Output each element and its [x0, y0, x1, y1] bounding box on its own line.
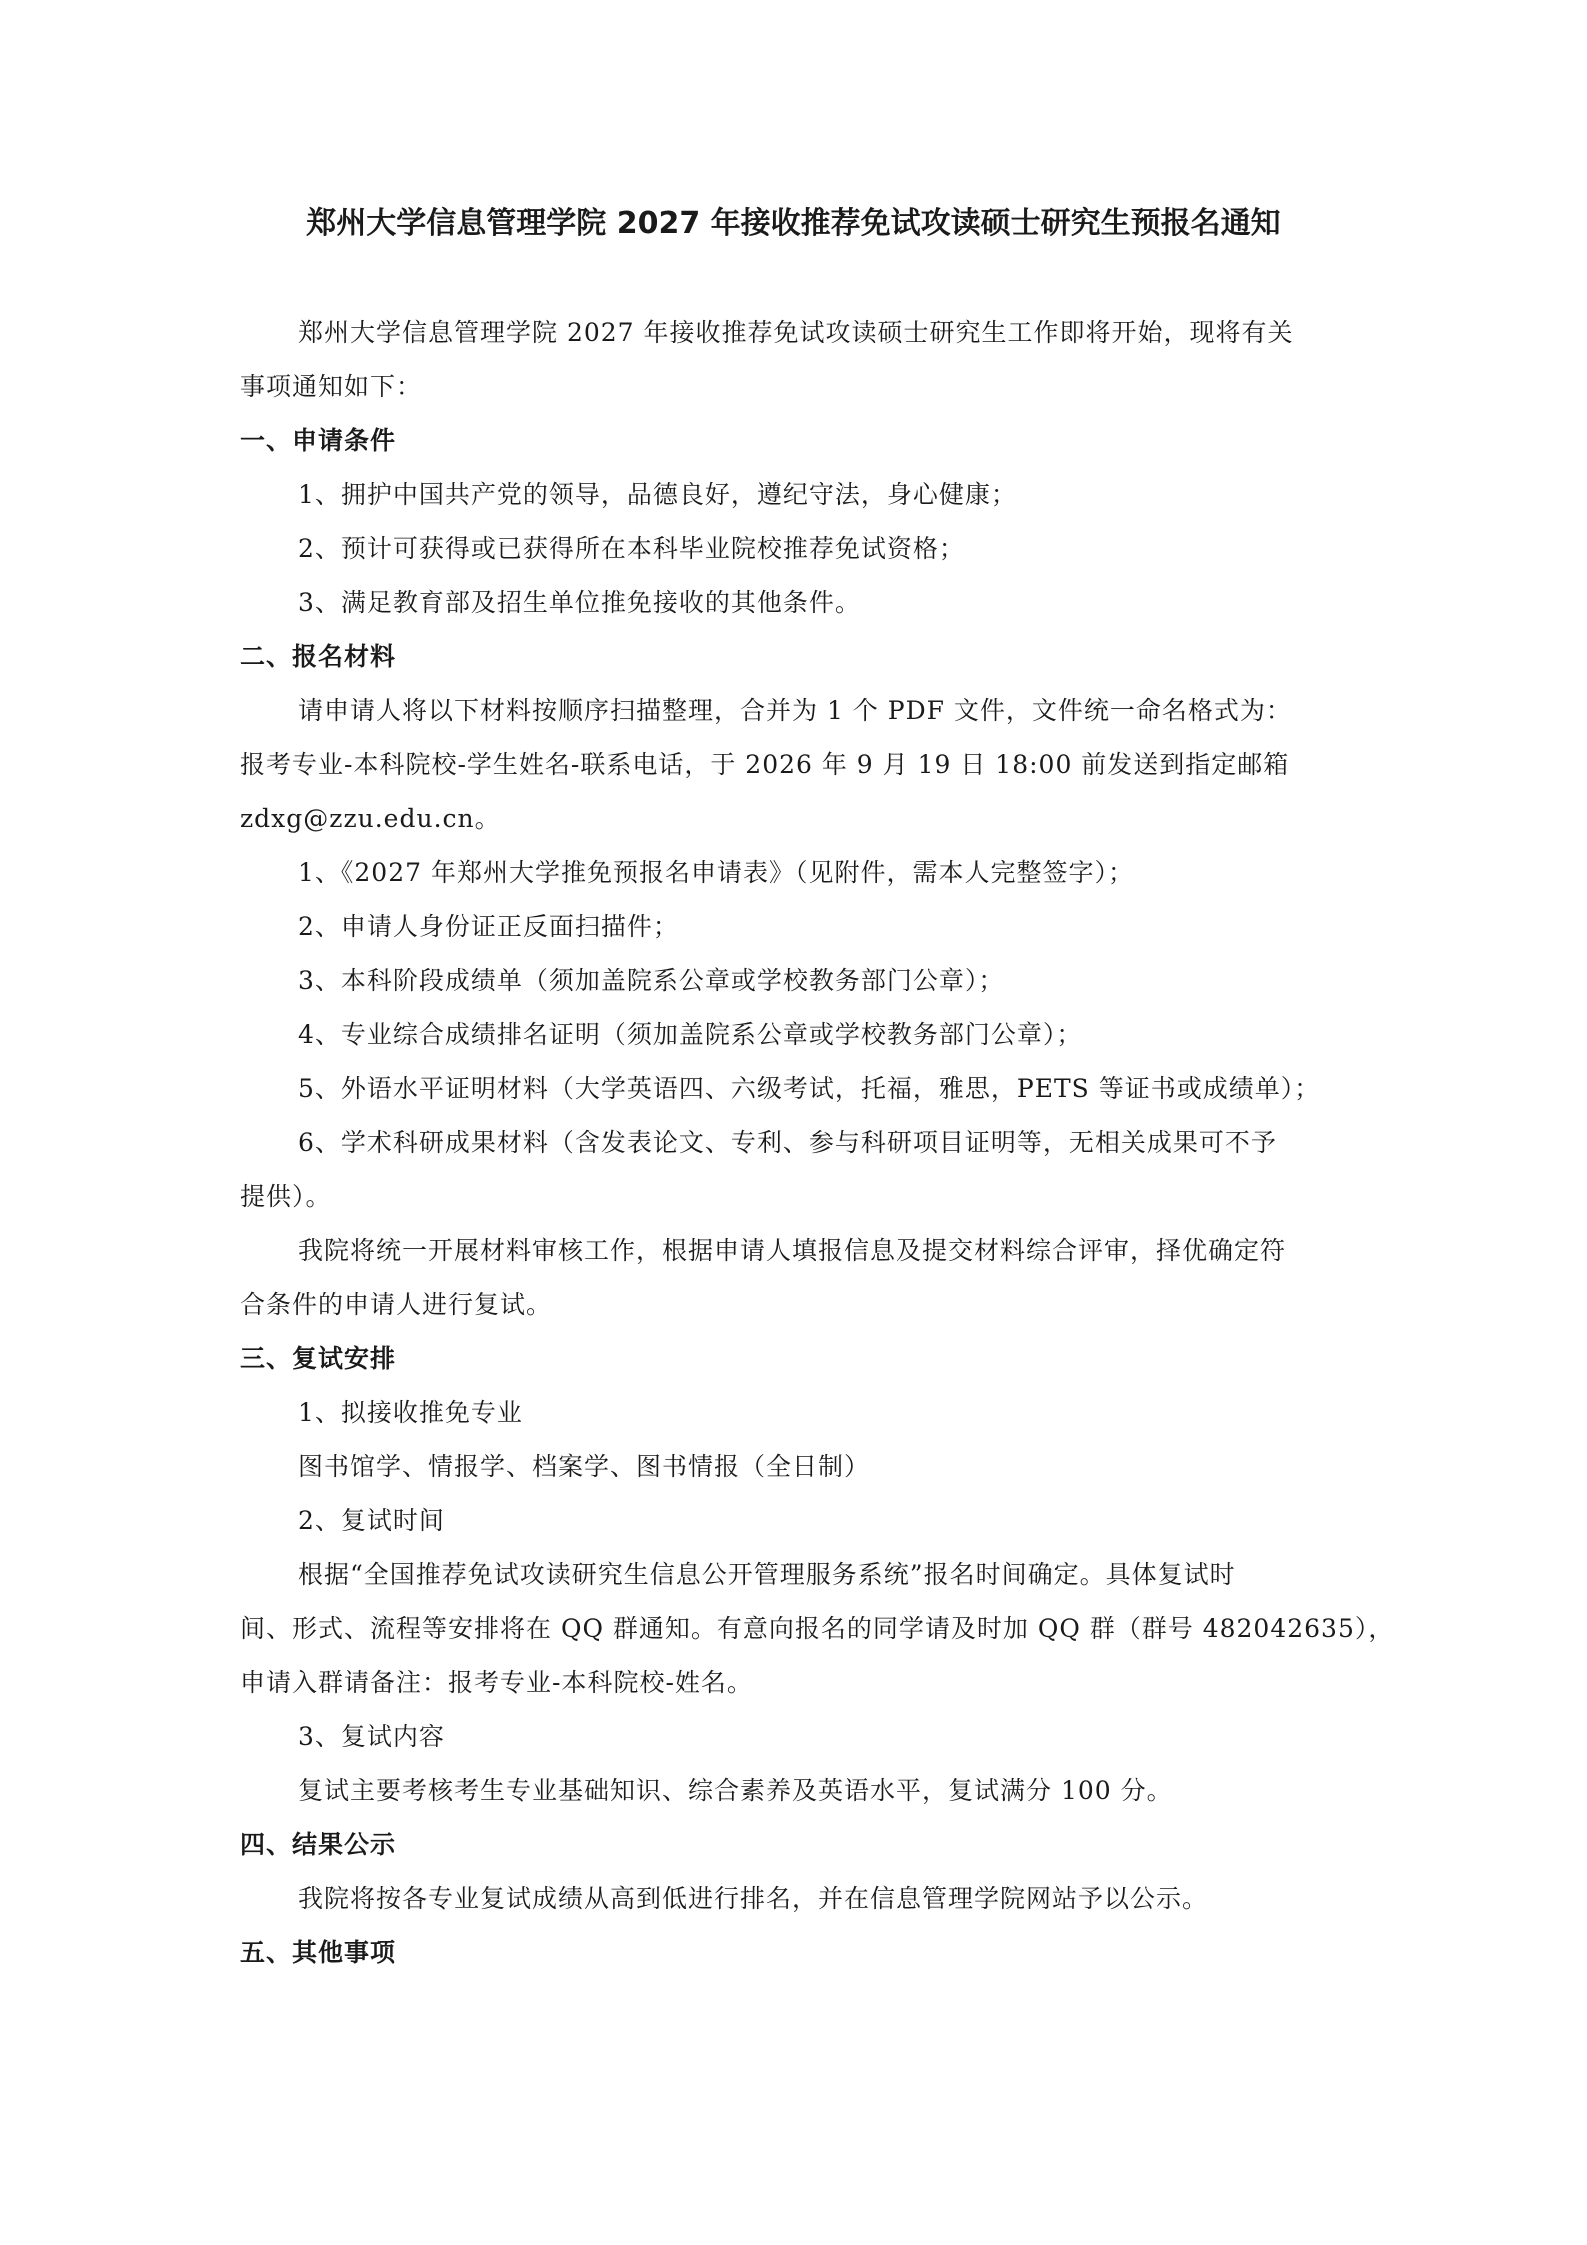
review-para-line-2: 合条件的申请人进行复试。 [240, 1290, 553, 1319]
retest-sub-content: 3、复试内容 [298, 1722, 445, 1751]
material-item-6: 6、学术科研成果材料（含发表论文、专利、参与科研项目证明等，无相关成果可不予 [298, 1128, 1277, 1157]
section-heading-results: 四、结果公示 [240, 1830, 397, 1859]
retest-time-line-1: 根据“全国推荐免试攻读研究生信息公开管理服务系统”报名时间确定。具体复试时 [298, 1560, 1236, 1589]
retest-sub-time: 2、复试时间 [298, 1506, 445, 1535]
materials-para-line-2: 报考专业-本科院校-学生姓名-联系电话，于 2026 年 9 月 19 日 18:00 前发送到指定邮箱 [240, 750, 1290, 779]
intro-line-1: 郑州大学信息管理学院 2027 年接收推荐免试攻读硕士研究生工作即将开始，现将有关 [298, 318, 1294, 347]
retest-time-line-2: 间、形式、流程等安排将在 QQ 群通知。有意向报名的同学请及时加 QQ 群（群号 482042635）， [240, 1614, 1395, 1643]
material-item-5: 5、外语水平证明材料（大学英语四、六级考试，托福，雅思，PETS 等证书或成绩单）； [298, 1074, 1321, 1103]
material-item-3: 3、本科阶段成绩单（须加盖院系公章或学校教务部门公章）； [298, 966, 1005, 995]
retest-majors-list: 图书馆学、情报学、档案学、图书情报（全日制） [298, 1452, 871, 1481]
material-item-6-continued: 提供）。 [240, 1182, 332, 1211]
condition-item-1: 1、拥护中国共产党的领导，品德良好，遵纪守法，身心健康； [298, 480, 1017, 509]
material-item-4: 4、专业综合成绩排名证明（须加盖院系公章或学校教务部门公章）； [298, 1020, 1083, 1049]
condition-item-2: 2、预计可获得或已获得所在本科毕业院校推荐免试资格； [298, 534, 965, 563]
materials-email: zdxg@zzu.edu.cn。 [240, 804, 501, 833]
intro-line-2: 事项通知如下： [240, 372, 423, 401]
results-text: 我院将按各专业复试成绩从高到低进行排名，并在信息管理学院网站予以公示。 [298, 1884, 1209, 1913]
review-para-line-1: 我院将统一开展材料审核工作，根据申请人填报信息及提交材料综合评审，择优确定符 [298, 1236, 1287, 1265]
retest-sub-majors: 1、拟接收推免专业 [298, 1398, 523, 1427]
materials-para-line-1: 请申请人将以下材料按顺序扫描整理，合并为 1 个 PDF 文件，文件统一命名格式为： [298, 696, 1292, 725]
retest-content-text: 复试主要考核考生专业基础知识、综合素养及英语水平，复试满分 100 分。 [298, 1776, 1173, 1805]
material-item-2: 2、申请人身份证正反面扫描件； [298, 912, 679, 941]
condition-item-3: 3、满足教育部及招生单位推免接收的其他条件。 [298, 588, 861, 617]
material-item-1: 1、《2027 年郑州大学推免预报名申请表》（见附件，需本人完整签字）； [298, 858, 1134, 887]
section-heading-other: 五、其他事项 [240, 1938, 397, 1967]
section-heading-conditions: 一、申请条件 [240, 426, 397, 455]
section-heading-retest: 三、复试安排 [240, 1344, 397, 1373]
document-body [240, 306, 1395, 1980]
section-heading-materials: 二、报名材料 [240, 642, 397, 671]
retest-time-line-3: 申请入群请备注：报考专业-本科院校-姓名。 [240, 1668, 753, 1697]
document-title: 郑州大学信息管理学院 2027 年接收推荐免试攻读硕士研究生预报名通知 [306, 206, 1281, 241]
